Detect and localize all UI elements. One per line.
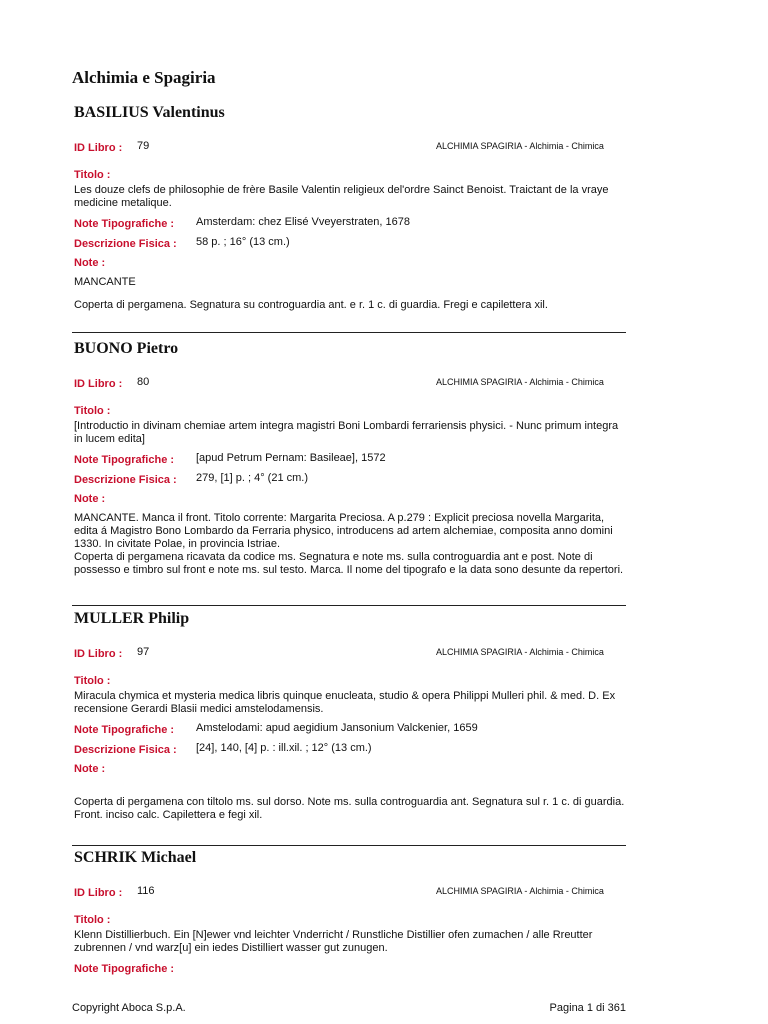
id-row [74, 885, 626, 911]
entry-schrik [74, 849, 626, 979]
separator [72, 605, 626, 606]
id-label: ID Libro : [74, 648, 123, 660]
descrizione-fisica-value: 279, [1] p. ; 4° (21 cm.) [196, 472, 309, 484]
footer-page-number: Pagina 1 di 361 [549, 1002, 626, 1014]
id-value: 97 [137, 646, 150, 658]
id-row [74, 646, 626, 672]
title-label: Titolo : [74, 405, 111, 417]
note-tipografiche-row [74, 450, 626, 470]
note-tipografiche-value: Amsterdam: chez Elisé Vveyerstraten, 1678 [196, 216, 410, 228]
note-tipografiche-label: Note Tipografiche : [74, 724, 175, 736]
descrizione-fisica-label: Descrizione Fisica : [74, 744, 177, 756]
note-tipografiche-row [74, 959, 626, 979]
note-text: MANCANTE [74, 276, 136, 288]
author-name: BASILIUS Valentinus [74, 104, 225, 121]
title-text: Les douze clefs de philosophie de frère Basile Valentin religieux del'ordre Sainct Benoist. Traictant de la vraye medicine metalique. [74, 184, 609, 209]
note-label: Note : [74, 257, 106, 269]
category: ALCHIMIA SPAGIRIA - Alchimia - Chimica [436, 647, 604, 657]
footer-copyright: Copyright Aboca S.p.A. [72, 1002, 186, 1014]
note-tipografiche-value: Amstelodami: apud aegidium Jansonium Valckenier, 1659 [196, 722, 478, 734]
entry-muller [74, 610, 626, 826]
separator [72, 845, 626, 846]
id-row [74, 376, 626, 402]
title-label: Titolo : [74, 169, 111, 181]
note-text-2: Coperta di pergamena ricavata da codice ms. Segnatura e note ms. sulla controguardia ant e post. Note di possesso e timbro sul front e note ms. sul testo. Marca. Il nome del tipografo e la data sono desunte da repertori. [74, 551, 624, 576]
category: ALCHIMIA SPAGIRIA - Alchimia - Chimica [436, 141, 604, 151]
id-value: 79 [137, 140, 150, 152]
note-label: Note : [74, 493, 106, 505]
note-tipografiche-row [74, 720, 626, 740]
id-label: ID Libro : [74, 887, 123, 899]
note-text-2: Coperta di pergamena. Segnatura su controguardia ant. e r. 1 c. di guardia. Fregi e capilettera xil. [74, 299, 548, 311]
separator [72, 332, 626, 333]
descrizione-fisica-label: Descrizione Fisica : [74, 238, 177, 250]
note-text-2: Coperta di pergamena con tiltolo ms. sul dorso. Note ms. sulla controguardia ant. Segnatura sul r. 1 c. di guardia. Front. inciso calc. Capilettera e fegi xil. [74, 796, 625, 821]
descrizione-fisica-row [74, 234, 626, 254]
author-name: BUONO Pietro [74, 340, 179, 357]
title-text: Klenn Distillierbuch. Ein [N]ewer vnd leichter Vnderricht / Runstliche Distillier ofen zumachen / alle Rreutter zubrennen / vnd warz[u] ein iedes Distilliert wasser gut zunugen. [74, 929, 593, 954]
descrizione-fisica-value: 58 p. ; 16° (13 cm.) [196, 236, 290, 248]
descrizione-fisica-label: Descrizione Fisica : [74, 474, 177, 486]
category: ALCHIMIA SPAGIRIA - Alchimia - Chimica [436, 377, 604, 387]
title-label: Titolo : [74, 675, 111, 687]
entry-buono [74, 340, 626, 581]
note-tipografiche-value: [apud Petrum Pernam: Basileae], 1572 [196, 452, 386, 464]
note-tipografiche-label: Note Tipografiche : [74, 963, 175, 975]
id-value: 116 [137, 885, 155, 897]
descrizione-fisica-row [74, 740, 626, 760]
page-title: Alchimia e Spagiria [72, 68, 216, 87]
title-label: Titolo : [74, 914, 111, 926]
id-label: ID Libro : [74, 378, 123, 390]
entry-basilius [74, 104, 626, 316]
id-value: 80 [137, 376, 150, 388]
category: ALCHIMIA SPAGIRIA - Alchimia - Chimica [436, 886, 604, 896]
title-text: [Introductio in divinam chemiae artem integra magistri Boni Lombardi ferrariensis physici. - Nunc primum integra in lucem edita] [74, 420, 619, 445]
note-label: Note : [74, 763, 106, 775]
note-text: MANCANTE. Manca il front. Titolo corrente: Margarita Preciosa. A p.279 : Explicit preciosa novella Margarita, edita á Magistro Bono Lombardo da Ferraria physico, introducens ad artem alchemiae, composita anno domini 1330. In civitate Polae, in provincia Istriae. [74, 512, 613, 550]
author-name: MULLER Philip [74, 610, 190, 627]
title-text: Miracula chymica et mysteria medica libris quinque enucleata, studio & opera Philippi Mulleri phil. & med. D. Ex recensione Gerardi Blasii medici amstelodamensis. [74, 690, 616, 715]
id-label: ID Libro : [74, 142, 123, 154]
note-tipografiche-label: Note Tipografiche : [74, 218, 175, 230]
id-row [74, 140, 626, 166]
note-tipografiche-label: Note Tipografiche : [74, 454, 175, 466]
author-name: SCHRIK Michael [74, 849, 197, 866]
descrizione-fisica-row [74, 470, 626, 490]
note-tipografiche-row [74, 214, 626, 234]
descrizione-fisica-value: [24], 140, [4] p. : ill.xil. ; 12° (13 cm.) [196, 742, 372, 754]
